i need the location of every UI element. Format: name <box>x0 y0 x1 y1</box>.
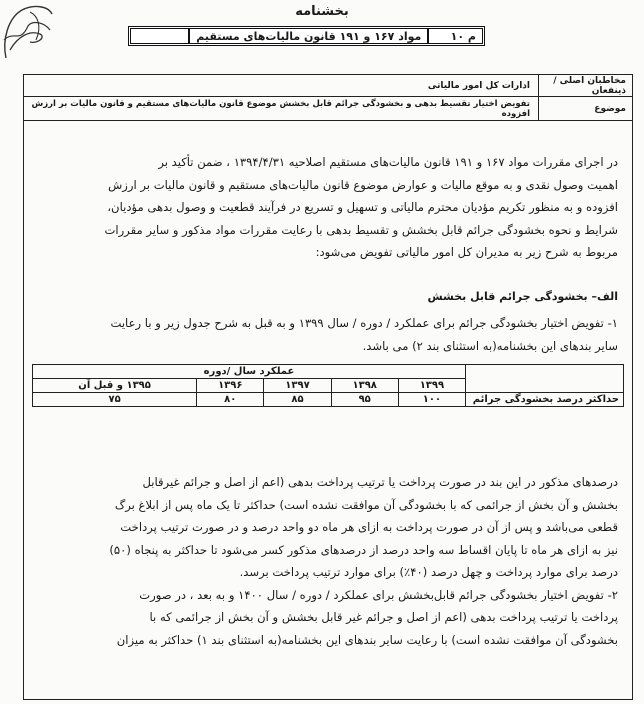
table-row <box>33 393 624 407</box>
audience-value: ادارات کل امور مالیاتی <box>427 80 530 91</box>
text-line: درصدهای مذکور در این بند در صورت پرداخت یا ترتیب پرداخت بدهی (اعم از اصل و جرائم غیرقابل <box>142 475 618 489</box>
audience-row <box>24 75 632 97</box>
paragraph-3 <box>36 471 618 651</box>
text-line: شرایط و نحوه بخشودگی جرائم قابل بخشش و تقسیط بدهی با رعایت مقررات مواد مذکور و سایر مقررات <box>104 222 618 237</box>
text-line: نیز به ازای هر ماه تا پایان اقساط سه واحد درصد از درصدهای مذکور کسر می‌شود تا حداکثر به پنجاه (۵۰) <box>109 542 618 557</box>
section-heading: الف– بخشودگی جرائم قابل بخشش <box>427 290 618 303</box>
table-year-cell: ۱۳۹۸ <box>331 379 398 393</box>
paragraph-1 <box>36 151 618 264</box>
text-line: پرداخت یا ترتیب پرداخت بدهی (اعم از اصل و جرائم غیر قابل بخشش و آن بخش از جرائمی که با <box>149 610 618 624</box>
document-title: بخشنامه <box>295 4 349 19</box>
paragraph-2 <box>36 312 618 357</box>
text-line: افزوده و به منظور تکریم مؤدیان محترم مالیاتی و تسهیل و تسریع در فرآیند قطعیت و وصول بدهی مؤدیان، <box>107 200 618 214</box>
text-line: بخشودگی آن موافقت نشده است) با رعایت سایر بندهای این بخشنامه(به استثنای بند ۱) حداکثر به میزان <box>116 632 618 647</box>
subject-row <box>24 97 632 121</box>
text-line: اهمیت وصول نقدی و به موقع مالیات و عوارض موضوع قانون مالیات‌های مستقیم و قانون مالیات بر ارزش <box>108 177 618 192</box>
table-year-cell: ۱۳۹۵ و قبل آن <box>33 379 197 393</box>
table-value-cell: ۸۰ <box>197 393 264 407</box>
text-line: بخشش و آن بخش از جرائمی که با بخشودگی آن موافقت نشده است) حداکثر تا یک ماه پس از ابلاغ برگ <box>114 497 618 512</box>
table-value-cell: ۸۵ <box>264 393 331 407</box>
table-year-cell: ۱۳۹۶ <box>197 379 264 393</box>
circular-subject: مواد ۱۶۷ و ۱۹۱ قانون مالیات‌های مستقیم <box>188 29 427 43</box>
table-group-header: عملکرد سال /دوره <box>33 365 466 379</box>
table-value-cell: ۱۰۰ <box>398 393 465 407</box>
text-line: درصد برای موارد پرداخت و چهل درصد (۴۰٪) برای موارد ترتیب پرداخت برسد. <box>239 565 618 579</box>
table-row-label: حداکثر درصد بخشودگی جرائم <box>466 393 624 407</box>
text-line: سایر بندهای این بخشنامه(به استثنای بند ۲) می باشد. <box>362 338 618 353</box>
circular-number: م ۱۰ <box>427 29 482 43</box>
table-year-cell: ۱۳۹۷ <box>264 379 331 393</box>
header-grid <box>24 75 632 121</box>
document-subject-box <box>128 26 485 46</box>
penalty-waiver-table <box>32 364 624 407</box>
text-line: قطعی می‌باشد و پس از آن در صورت پرداخت به ازای هر ماه دو واحد درصد و در صورت ترتیب پرداخت <box>120 520 618 534</box>
subject-value: تفویض اختیار تقسیط بدهی و بخشودگی جرائم قابل بخشش موضوع قانون مالیات‌های مستقیم و قانون مالیات بر ارزش افزوده <box>31 98 530 119</box>
text-line: ۲- تفویض اختیار بخشودگی جرائم قابل‌بخشش برای عملکرد / دوره / سال ۱۴۰۰ و به بعد ، در صورت <box>139 587 618 602</box>
table-value-cell: ۹۵ <box>331 393 398 407</box>
subject-label: موضوع <box>538 97 632 120</box>
table-row <box>33 365 624 379</box>
table-year-cell: ۱۳۹۹ <box>398 379 465 393</box>
audience-label: مخاطبان اصلی / ذینفعان <box>538 75 632 96</box>
text-line: در اجرای مقررات مواد ۱۶۷ و ۱۹۱ قانون مالیات‌های مستقیم اصلاحیه ۱۳۹۴/۴/۳۱ ، ضمن تأکید بر <box>158 155 618 169</box>
table-corner-cell <box>466 365 624 393</box>
table-value-cell: ۷۵ <box>33 393 197 407</box>
document-frame <box>23 74 633 700</box>
text-line: ۱- تفویض اختیار بخشودگی جرائم برای عملکرد / دوره / سال ۱۳۹۹ و به قبل به شرح جدول زیر و با رعایت <box>110 316 618 330</box>
text-line: مربوط به شرح زیر به مدیران کل امور مالیاتی تفویض می‌شود: <box>315 245 618 259</box>
empty-cell <box>131 29 188 43</box>
